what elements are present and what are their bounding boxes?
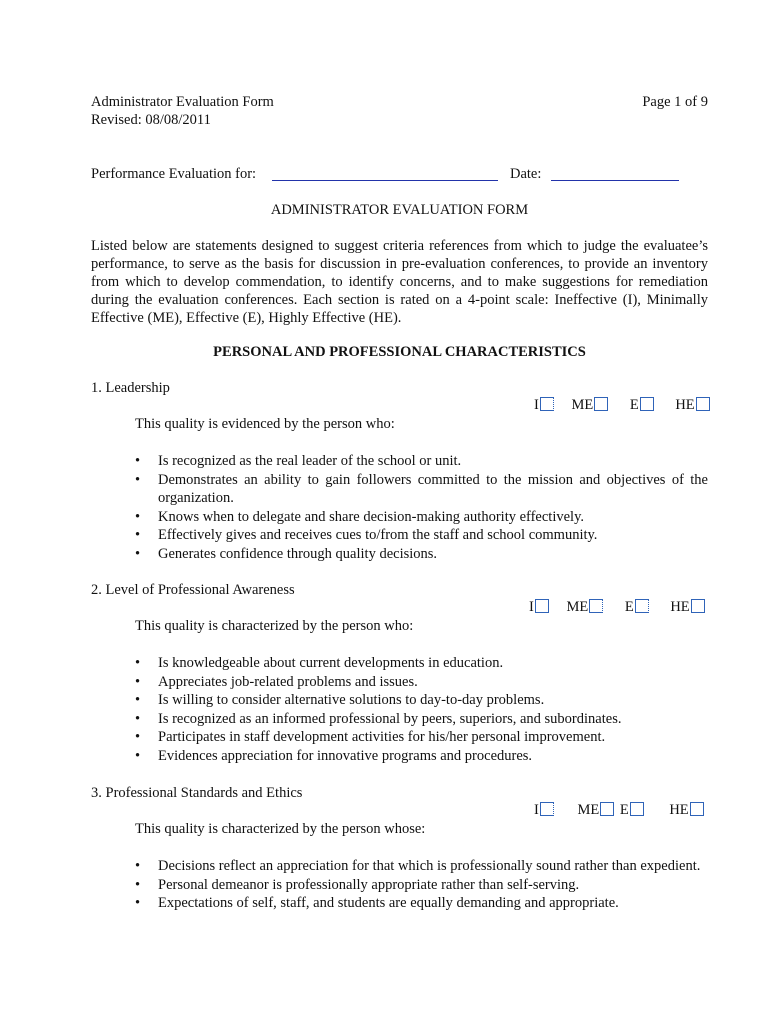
rating-me-label: ME: [566, 599, 589, 615]
item-1-rating-he-checkbox[interactable]: [696, 397, 710, 411]
item-2-bullets: [135, 654, 708, 766]
performance-name-field[interactable]: [272, 180, 498, 181]
date-field[interactable]: [551, 180, 679, 181]
item-3-rating-he-checkbox[interactable]: [690, 802, 704, 816]
item-2-rating-e-checkbox[interactable]: [635, 599, 649, 613]
rating-me-label: ME: [577, 802, 600, 818]
item-2-ratings: [529, 599, 705, 616]
item-3-rating-i-checkbox[interactable]: [540, 802, 554, 816]
item-1-ratings: [534, 397, 710, 414]
list-item: • Decisions reflect an appreciation for that which is professionally sound rather than expedient.: [135, 857, 708, 876]
item-2-evidence: This quality is characterized by the person who:: [135, 618, 414, 634]
rating-e-label: E: [619, 802, 629, 818]
list-item: • Evidences appreciation for innovative programs and procedures.: [135, 747, 708, 766]
item-3-title: 3. Professional Standards and Ethics: [91, 785, 303, 801]
section-heading: PERSONAL AND PROFESSIONAL CHARACTERISTICS: [213, 344, 586, 360]
rating-he-label: HE: [670, 599, 690, 615]
rating-i-label: I: [534, 802, 539, 818]
rating-e-label: E: [624, 599, 634, 615]
item-3-evidence: This quality is characterized by the person whose:: [135, 821, 426, 837]
rating-i-label: I: [534, 397, 539, 413]
list-item: • Generates confidence through quality decisions.: [135, 545, 708, 564]
performance-label: Performance Evaluation for:: [91, 166, 257, 182]
rating-e-label: E: [629, 397, 639, 413]
rating-i-label: I: [529, 599, 534, 615]
item-3-ratings: [534, 802, 704, 819]
item-1-rating-me-checkbox[interactable]: [594, 397, 608, 411]
item-2-rating-he-checkbox[interactable]: [691, 599, 705, 613]
item-3-rating-me-checkbox[interactable]: [600, 802, 614, 816]
list-item: • Participates in staff development activities for his/her personal improvement.: [135, 728, 708, 747]
form-heading: ADMINISTRATOR EVALUATION FORM: [270, 202, 529, 218]
item-2-rating-me-checkbox[interactable]: [589, 599, 603, 613]
revised-date: Revised: 08/08/2011: [91, 112, 211, 128]
list-item: • Effectively gives and receives cues to/from the staff and school community.: [135, 526, 708, 545]
item-3-bullets: [135, 857, 708, 913]
list-item: • Appreciates job-related problems and issues.: [135, 673, 708, 692]
list-item: • Is recognized as the real leader of the school or unit.: [135, 452, 708, 471]
form-title-header: Administrator Evaluation Form: [91, 94, 274, 110]
item-2-rating-i-checkbox[interactable]: [535, 599, 549, 613]
item-1-evidence: This quality is evidenced by the person who:: [135, 416, 395, 432]
rating-he-label: HE: [675, 397, 695, 413]
item-3-rating-e-checkbox[interactable]: [630, 802, 644, 816]
item-1-bullets: [135, 452, 708, 564]
item-2-title: 2. Level of Professional Awareness: [91, 582, 295, 598]
page-number: Page 1 of 9: [642, 94, 708, 110]
list-item: • Is willing to consider alternative solutions to day-to-day problems.: [135, 691, 708, 710]
list-item: • Personal demeanor is professionally appropriate rather than self-serving.: [135, 876, 708, 895]
list-item: • Is knowledgeable about current developments in education.: [135, 654, 708, 673]
intro-paragraph: Listed below are statements designed to suggest criteria references from which to judge the evaluatee’s performance, to serve as the basis for discussion in pre-evaluation conferences, to provide an inventory from which to develop commendation, to identify concerns, and to make suggestions for remediation during the evaluation conferences. Each section is rated on a 4-point scale: Ineffective (I), Minimally Effective (ME), Effective (E), Highly Effective (HE).: [91, 238, 708, 326]
date-label: Date:: [510, 166, 542, 182]
list-item: • Demonstrates an ability to gain followers committed to the mission and objectives of the organization.: [135, 471, 708, 508]
item-1-rating-i-checkbox[interactable]: [540, 397, 554, 411]
item-1-title: 1. Leadership: [91, 380, 170, 396]
list-item: • Expectations of self, staff, and students are equally demanding and appropriate.: [135, 894, 708, 913]
list-item: • Knows when to delegate and share decision-making authority effectively.: [135, 508, 708, 527]
rating-he-label: HE: [669, 802, 689, 818]
list-item: • Is recognized as an informed professional by peers, superiors, and subordinates.: [135, 710, 708, 729]
item-1-rating-e-checkbox[interactable]: [640, 397, 654, 411]
rating-me-label: ME: [571, 397, 594, 413]
